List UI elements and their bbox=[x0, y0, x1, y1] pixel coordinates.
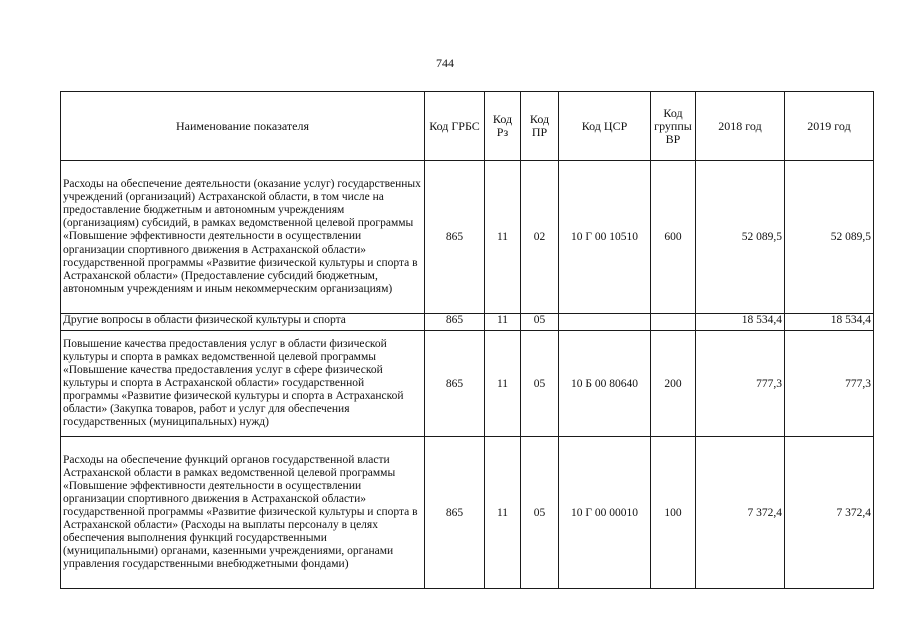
row-name: Расходы на обеспечение функций органов государственной власти Астраханской области в рамках ведомственной целевой программы «Повышение эффективности деятельности в осуществлении организации спортивного движения в Астраханской области» государственной программы «Развитие физической культуры и спорта в Астраханской области» (Расходы на выплаты персоналу в целях обеспечения выполнения функций государственными (муниципальными) органами, казенными учреждениями, органами управления государственными внебюджетными фондами) bbox=[61, 437, 425, 589]
row-2019: 7 372,4 bbox=[785, 437, 874, 589]
row-2019: 18 534,4 bbox=[785, 314, 874, 331]
page-number: 744 bbox=[436, 56, 454, 70]
row-2019: 52 089,5 bbox=[785, 161, 874, 314]
table-row bbox=[61, 437, 874, 589]
row-vr bbox=[651, 314, 696, 331]
header-vr: Код группы ВР bbox=[651, 92, 696, 161]
row-2018: 7 372,4 bbox=[696, 437, 785, 589]
row-grbs: 865 bbox=[425, 314, 485, 331]
row-grbs: 865 bbox=[425, 331, 485, 437]
row-grbs: 865 bbox=[425, 437, 485, 589]
table-row bbox=[61, 331, 874, 437]
row-2019: 777,3 bbox=[785, 331, 874, 437]
row-csr: 10 Б 00 80640 bbox=[559, 331, 651, 437]
row-rz: 11 bbox=[485, 437, 521, 589]
header-csr: Код ЦСР bbox=[559, 92, 651, 161]
row-vr: 600 bbox=[651, 161, 696, 314]
row-2018: 777,3 bbox=[696, 331, 785, 437]
row-pr: 02 bbox=[521, 161, 559, 314]
header-pr: Код ПР bbox=[521, 92, 559, 161]
table-row bbox=[61, 161, 874, 314]
row-rz: 11 bbox=[485, 331, 521, 437]
table-header-row bbox=[61, 92, 874, 161]
row-rz: 11 bbox=[485, 314, 521, 331]
row-pr: 05 bbox=[521, 314, 559, 331]
budget-table bbox=[60, 91, 874, 589]
header-name: Наименование показателя bbox=[61, 92, 425, 161]
row-name: Повышение качества предоставления услуг в области физической культуры и спорта в рамках ведомственной целевой программы «Повышение качества предоставления услуг в сфере физической культуры и спорта в Астраханской области» государственной программы «Развитие физической культуры и спорта в Астраханской области» (Закупка товаров, работ и услуг для обеспечения государственных (муниципальных) нужд) bbox=[61, 331, 425, 437]
row-rz: 11 bbox=[485, 161, 521, 314]
row-2018: 52 089,5 bbox=[696, 161, 785, 314]
row-csr: 10 Г 00 00010 bbox=[559, 437, 651, 589]
row-2018: 18 534,4 bbox=[696, 314, 785, 331]
header-2019: 2019 год bbox=[785, 92, 874, 161]
header-grbs: Код ГРБС bbox=[425, 92, 485, 161]
row-csr: 10 Г 00 10510 bbox=[559, 161, 651, 314]
row-name: Другие вопросы в области физической культуры и спорта bbox=[61, 314, 425, 331]
header-2018: 2018 год bbox=[696, 92, 785, 161]
table-row bbox=[61, 314, 874, 331]
header-rz: Код Рз bbox=[485, 92, 521, 161]
row-vr: 100 bbox=[651, 437, 696, 589]
row-pr: 05 bbox=[521, 331, 559, 437]
row-grbs: 865 bbox=[425, 161, 485, 314]
row-name: Расходы на обеспечение деятельности (оказание услуг) государственных учреждений (организаций) Астраханской области, в том числе на предоставление бюджетным и автономным учреждениям (организациям) субсидий, в рамках ведомственной целевой программы «Повышение эффективности деятельности в осуществлении организации спортивного движения в Астраханской области» государственной программы «Развитие физической культуры и спорта в Астраханской области» (Предоставление субсидий бюджетным, автономным учреждениям и иным некоммерческим организациям) bbox=[61, 161, 425, 314]
row-csr bbox=[559, 314, 651, 331]
row-pr: 05 bbox=[521, 437, 559, 589]
row-vr: 200 bbox=[651, 331, 696, 437]
